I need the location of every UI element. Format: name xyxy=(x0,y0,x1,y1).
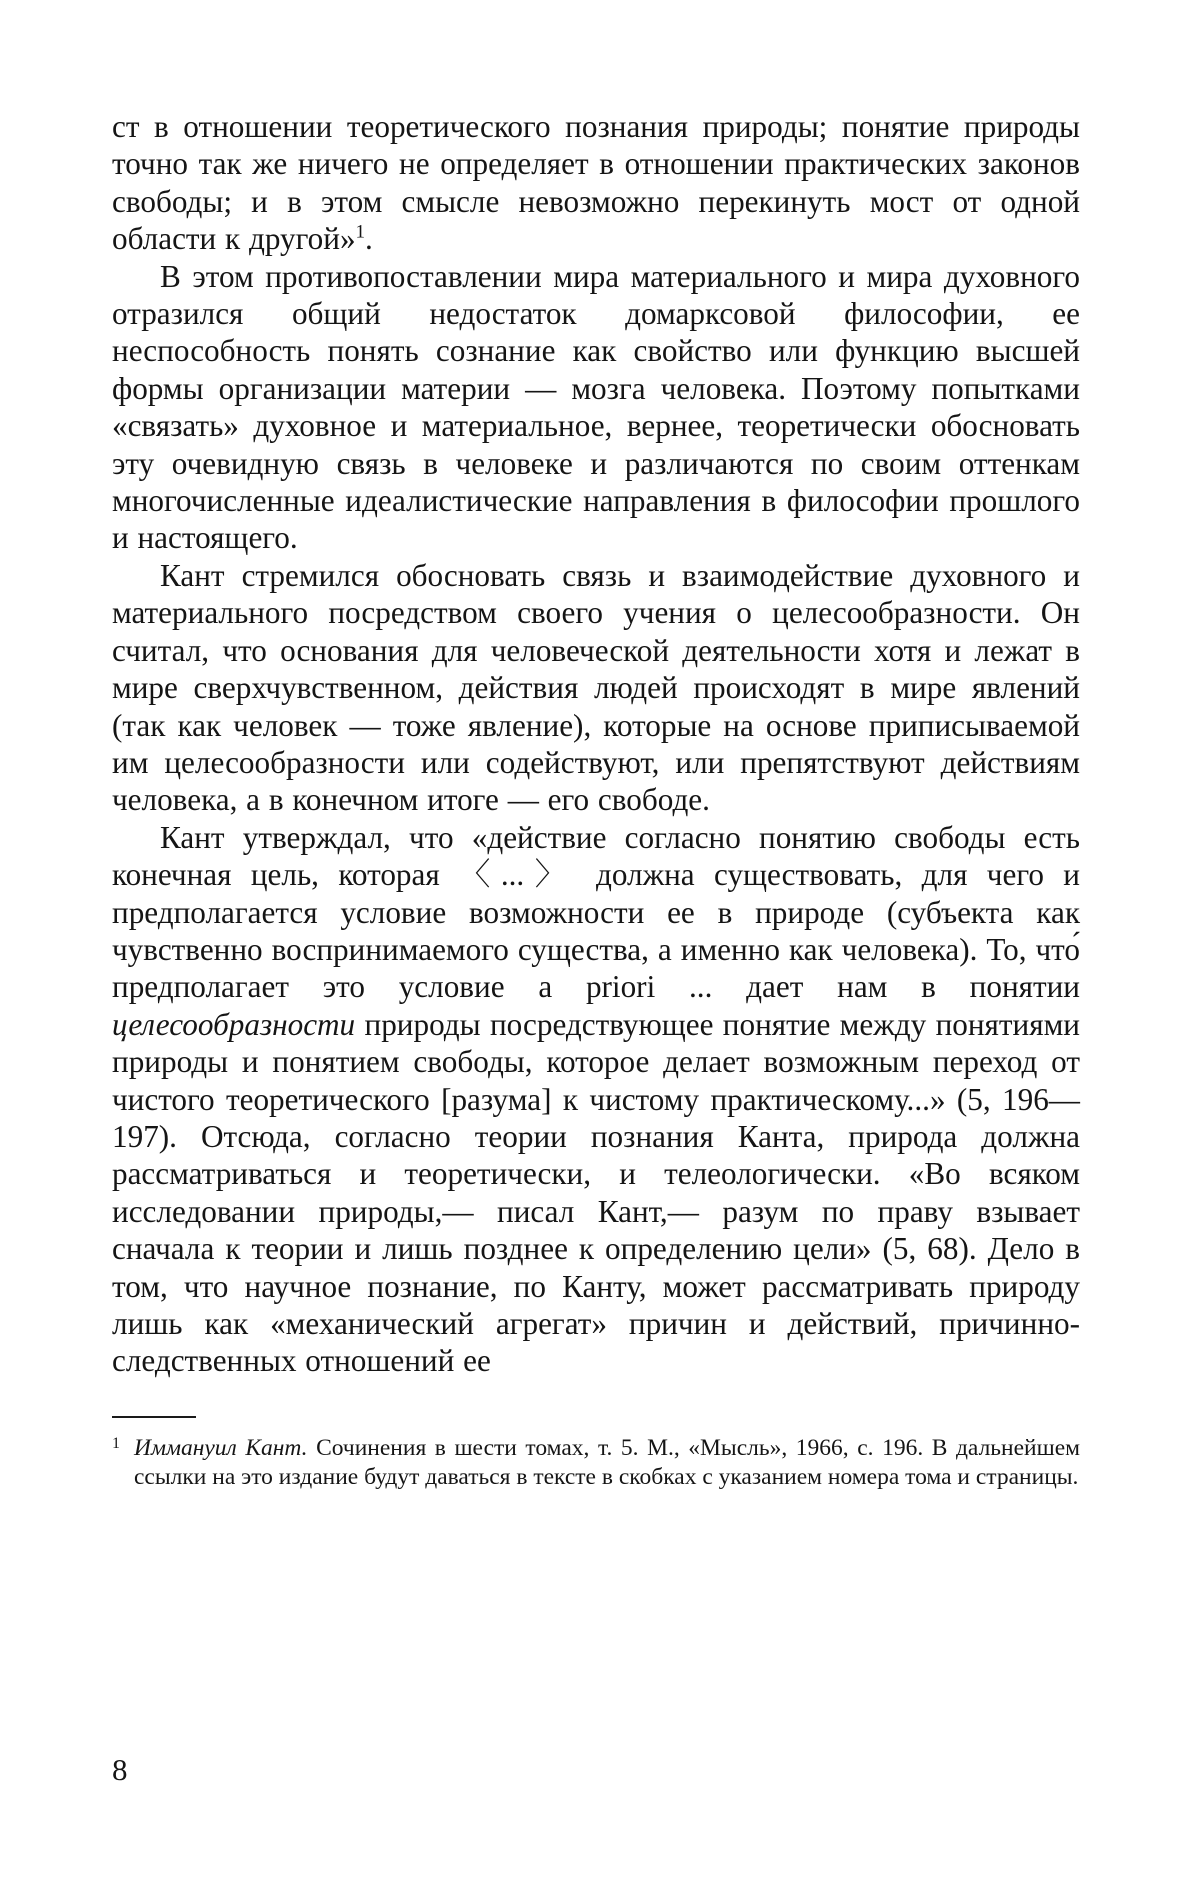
paragraph-2: В этом противопоставлении мира материального и мира духовного отразился общий недостаток домарксовой философии, ее неспособность понять сознание как свойство или функцию высшей формы организации материи — мозга человека. Поэтому попытками «связать» духовное и материальное, вернее, теоретически обосновать эту очевидную связь в человеке и различаются по своим оттенкам многочисленные идеалистические направления в философии прошлого и настоящего. xyxy=(112,258,1080,556)
paragraph-4-text-after: природы посредствующее понятие между понятиями природы и понятием свободы, которое делает возможным переход от чистого теоретического [разума] к чистому практическому...» (5, 196—197). Отсюда, согласно теории познания Канта, природа должна рассматриваться и теоретически, и телеологически. «Во всяком исследовании природы,— писал Кант,— разум по праву взывает сначала к теории и лишь позднее к определению цели» (5, 68). Дело в том, что научное познание, по Канту, может рассматривать природу лишь как «механический агрегат» причин и действий, причинно-следственных отношений ее xyxy=(112,1006,1080,1379)
paragraph-1-text: ст в отношении теоретического познания природы; понятие природы точно так же ничего не определяет в отношении практических законов свободы; и в этом смысле невозможно перекинуть мост от одной области к другой» xyxy=(112,109,1080,257)
footnote-marker: 1 xyxy=(112,1434,120,1452)
book-page xyxy=(112,108,1080,1492)
paragraph-1 xyxy=(112,108,1080,258)
footnote xyxy=(112,1434,1080,1492)
paragraph-4 xyxy=(112,819,1080,1380)
footnote-reference: 1 xyxy=(355,221,366,243)
paragraph-1-tail: . xyxy=(365,221,373,257)
footnote-author: Иммануил Кант. xyxy=(134,1434,308,1461)
page-number: 8 xyxy=(112,1752,128,1787)
paragraph-4-italic-term: целесообразности xyxy=(112,1006,356,1042)
paragraph-3: Кант стремился обосновать связь и взаимодействие духовного и материального посредством своего учения о целесообразности. Он считал, что основания для человеческой деятельности хотя и лежат в мире сверхчувственном, действия людей происходят в мире явлений (так как человек — тоже явление), которые на основе приписываемой им целесообразности или содействуют, или препятствуют действиям человека, а в конечном итоге — его свободе. xyxy=(112,557,1080,818)
main-text xyxy=(112,108,1080,1380)
footnote-text: Сочинения в шести томах, т. 5. М., «Мысль», 1966, с. 196. В дальнейшем ссылки на это издание будут даваться в тексте в скобках с указанием номера тома и страницы. xyxy=(134,1434,1080,1490)
footnote-divider xyxy=(112,1416,196,1418)
paragraph-4-text-before: Кант утверждал, что «действие согласно понятию свободы есть конечная цель, которая 〈...〉 должна существовать, для чего и предполагается условие возможности ее в природе (субъекта как чувственно воспринимаемого существа, а именно как человека). То, что́ предполагает это условие a priori ... дает нам в понятии xyxy=(112,819,1080,1005)
